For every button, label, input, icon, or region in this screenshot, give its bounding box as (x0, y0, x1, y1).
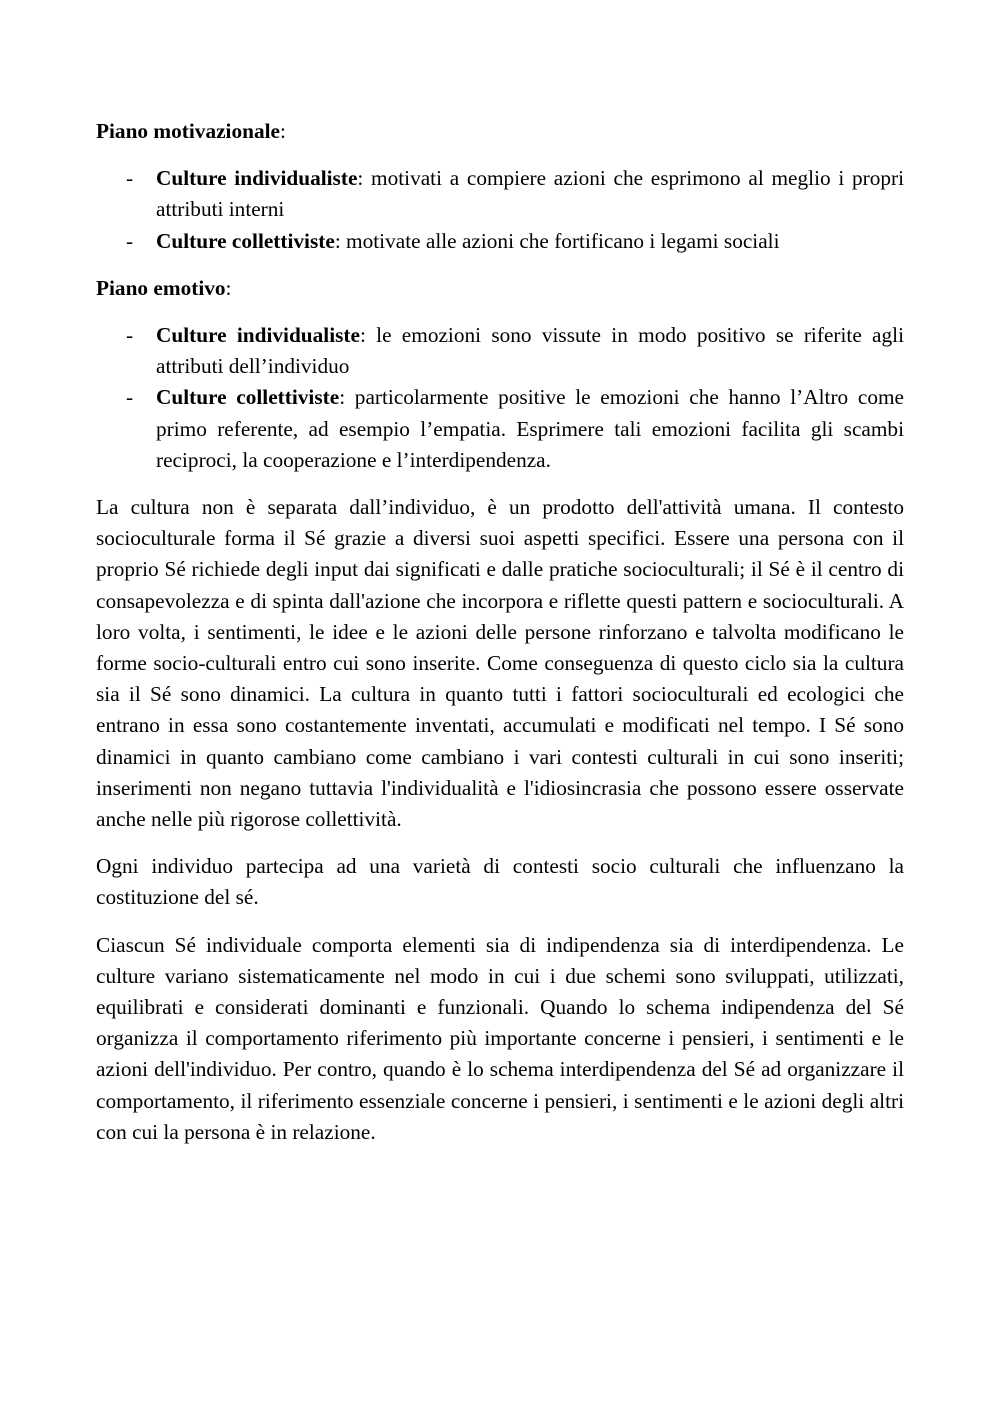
dash-bullet: - (126, 323, 134, 348)
motivational-heading-text: Piano motivazionale (96, 119, 280, 143)
list-item-term: Culture individualiste (156, 166, 358, 191)
body-paragraph-independence: Ciascun Sé individuale comporta elementi sia di indipendenza sia di interdipendenza. Le culture variano sistematicamente nel modo in cui i due schemi sono sviluppati, utilizzati, equilibrati e considerati dominanti e funzionali. Quando lo schema indipendenza del Sé organizza il comportamento riferimento più importante concerne i pensieri, i sentimenti e le azioni dell'individuo. Per contro, quando è lo schema interdipendenza del Sé ad organizzare il comportamento, il riferimento essenziale concerne i pensieri, i sentimenti e le azioni degli altri con cui la persona è in relazione. (96, 932, 904, 1144)
dash-bullet: - (126, 228, 134, 253)
motivational-heading-colon: : (279, 119, 286, 143)
emotional-list (96, 320, 904, 476)
dash-bullet: - (126, 385, 134, 410)
emotional-heading (96, 273, 904, 304)
dash-bullet: - (126, 166, 134, 191)
motivational-heading (96, 116, 904, 147)
document-page (96, 116, 904, 1164)
list-item (96, 382, 904, 476)
emotional-heading-colon: : (225, 275, 232, 300)
list-item-term: Culture collettiviste (156, 228, 335, 253)
list-item-text: : particolarmente positive le emozioni che hanno l’Altro come primo referente, ad esempio l’empatia. Esprimere tali emozioni facilita gli scambi reciproci, la cooperazione e l’interdipendenza. (156, 385, 905, 472)
list-item (96, 226, 904, 257)
list-item-term: Culture collettiviste (156, 385, 340, 410)
list-item (96, 320, 904, 382)
list-item-text: : motivate alle azioni che fortificano i legami sociali (334, 228, 780, 253)
motivational-list (96, 163, 904, 257)
list-item (96, 163, 904, 225)
body-paragraph-culture-self: La cultura non è separata dall’individuo, è un prodotto dell'attività umana. Il contesto socioculturale forma il Sé grazie a diversi suoi aspetti specifici. Essere una persona con il proprio Sé richiede degli input dai significati e dalle pratiche socioculturali; il Sé è il centro di consapevolezza e di spinta dall'azione che incorpora e riflette questi pattern e socioculturali. A loro volta, i sentimenti, le idee e le azioni delle persone rinforzano e talvolta modificano le forme socio-culturali entro cui sono inserite. Come conseguenza di questo ciclo sia la cultura sia il Sé sono dinamici. La cultura in quanto tutti i fattori socioculturali ed ecologici che entrano in essa sono costantemente inventati, accumulati e modificati nel tempo. I Sé sono dinamici in quanto cambiano come cambiano i vari contesti culturali in cui sono inseriti; inserimenti non negano tuttavia l'individualità e l'idiosincrasia che possono essere osservate anche nelle più rigorose collettività. (96, 495, 904, 832)
list-item-text: : le emozioni sono vissute in modo positivo se riferite agli attributi dell’individuo (156, 323, 904, 379)
body-paragraph-contexts: Ogni individuo partecipa ad una varietà di contesti socio culturali che influenzano la costituzione del sé. (96, 854, 904, 910)
list-item-term: Culture individualiste (156, 323, 360, 348)
emotional-heading-text: Piano emotivo (96, 275, 226, 300)
list-item-text: : motivati a compiere azioni che esprimono al meglio i propri attributi interni (156, 166, 905, 222)
